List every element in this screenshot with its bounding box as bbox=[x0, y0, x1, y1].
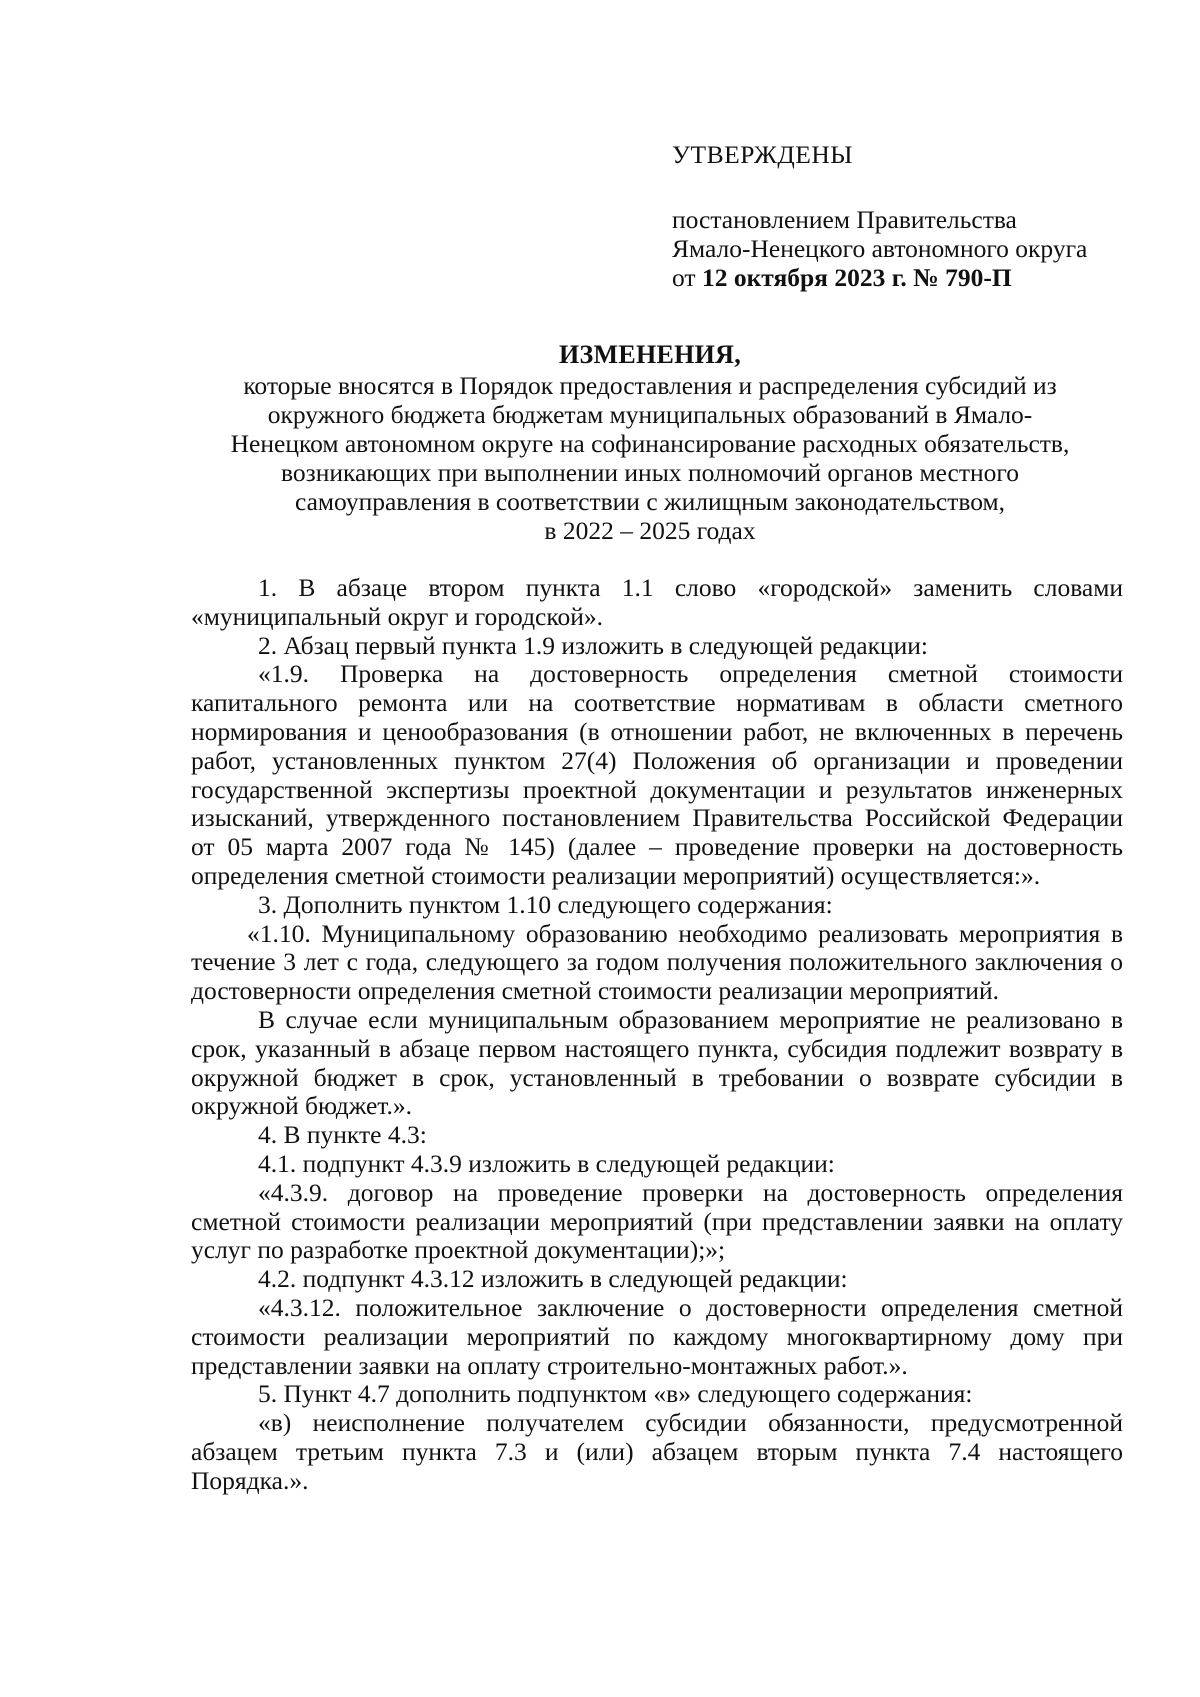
approval-date-line bbox=[672, 263, 1142, 292]
approval-line-resolution: постановлением Правительства bbox=[672, 205, 1017, 234]
paragraph-item-3: 3. Дополнить пунктом 1.10 следующего содержания: bbox=[258, 889, 833, 919]
paragraph-item-4-2: 4.2. подпункт 4.3.12 изложить в следующей редакции: bbox=[258, 1264, 848, 1294]
subtitle-line: в 2022 – 2025 годах bbox=[544, 516, 756, 545]
paragraph-quote-4-3-9: «4.3.9. договор на проведение проверки на достоверность определения сметной стоимости реализации мероприятий (при представлении заявки на оплату услуг по разработке проектной документации);»; bbox=[191, 1177, 1123, 1265]
approval-date-number: 12 октября 2023 г. № 790-П bbox=[701, 263, 1012, 292]
document-heading bbox=[180, 340, 1120, 545]
document-body bbox=[191, 574, 1123, 1496]
approval-date-prefix: от bbox=[672, 263, 702, 292]
subtitle-line: самоуправления в соответствии с жилищным законодательством, bbox=[294, 487, 1006, 516]
paragraph-quote-1-10: «1.10. Муниципальному образованию необходимо реализовать мероприятия в течение 3 лет с года, следующего за годом получения положительного заключения о достоверности определения сметной стоимости реализации мероприятий. bbox=[191, 918, 1123, 1006]
subtitle-line: окружного бюджета бюджетам муниципальных образований в Ямало- bbox=[267, 400, 1033, 429]
approval-line-government: Ямало-Ненецкого автономного округа bbox=[672, 234, 1088, 263]
paragraph-1-10-continued: В случае если муниципальным образованием мероприятие не реализовано в срок, указанный в абзаце первом настоящего пункта, субсидия подлежит возврату в окружной бюджет в срок, установленный в требовании о возврате субсидии в окружной бюджет.». bbox=[191, 1004, 1123, 1121]
paragraph-item-5: 5. Пункт 4.7 дополнить подпунктом «в» следующего содержания: bbox=[258, 1379, 973, 1409]
paragraph-item-4: 4. В пункте 4.3: bbox=[258, 1120, 427, 1150]
paragraph-quote-v: «в) неисполнение получателем субсидии обязанности, предусмотренной абзацем третьим пункта 7.3 и (или) абзацем вторым пункта 7.4 настоящего Порядка.». bbox=[191, 1408, 1123, 1495]
approval-heading: УТВЕРЖДЕНЫ bbox=[672, 140, 853, 169]
document-title: ИЗМЕНЕНИЯ, bbox=[558, 340, 742, 369]
paragraph-item-4-1: 4.1. подпункт 4.3.9 изложить в следующей редакции: bbox=[258, 1148, 835, 1178]
paragraph-quote-4-3-12: «4.3.12. положительное заключение о достоверности определения сметной стоимости реализации мероприятий по каждому многоквартирному дому при представлении заявки на оплату строительно-монтажных работ.». bbox=[191, 1292, 1123, 1380]
subtitle-line: возникающих при выполнении иных полномочий органов местного bbox=[281, 458, 1019, 487]
subtitle-line: Ненецком автономном округе на софинансирование расходных обязательств, bbox=[230, 429, 1070, 458]
subtitle-line: которые вносятся в Порядок предоставления и распределения субсидий из bbox=[243, 371, 1057, 400]
paragraph-item-2: 2. Абзац первый пункта 1.9 изложить в следующей редакции: bbox=[258, 630, 929, 660]
paragraph-item-1: 1. В абзаце втором пункта 1.1 слово «городской» заменить словами «муниципальный округ и городской». bbox=[191, 573, 1123, 631]
approval-block bbox=[672, 140, 1142, 292]
paragraph-quote-1-9: «1.9. Проверка на достоверность определения сметной стоимости капитального ремонта или на соответствие нормативам в области сметного нормирования и ценообразования (в отношении работ, не включенных в перечень работ, установленных пунктом 27(4) Положения об организации и проведении государственной экспертизы проектной документации и результатов инженерных изысканий, утвержденного постановлением Правительства Российской Федерации от 05 марта 2007 года № 145) (далее – проведение проверки на достоверность определения сметной стоимости реализации мероприятий) осуществляется:». bbox=[191, 659, 1123, 890]
